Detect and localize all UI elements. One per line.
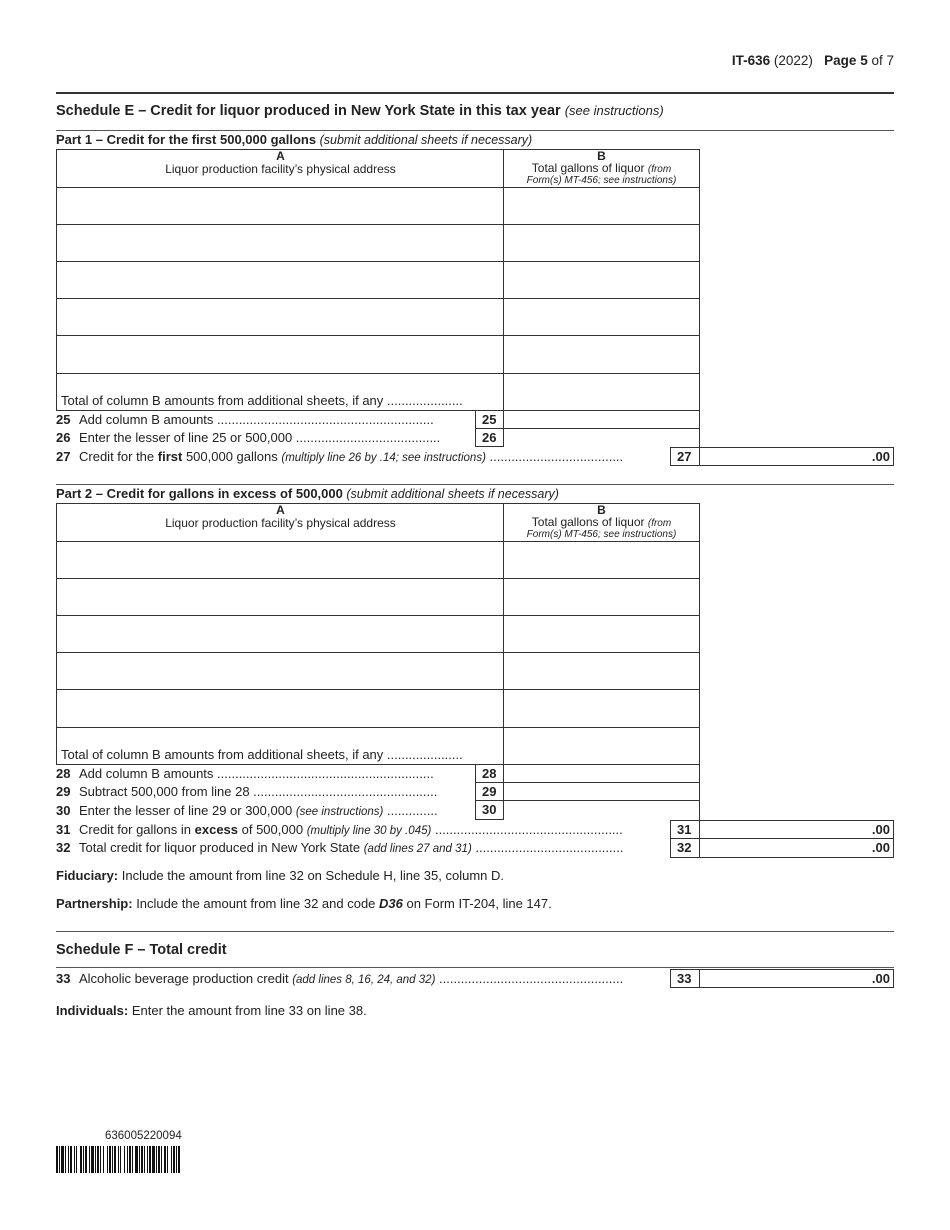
line-30: 30 Enter the lesser of line 29 or 300,000 (see instructions) ..............	[56, 803, 438, 818]
line-27-amount-field[interactable]: .00	[699, 447, 894, 466]
page-of: of 7	[871, 53, 894, 68]
line-31-amount-field[interactable]: .00	[699, 820, 894, 839]
partnership-note: Partnership: Include the amount from line 32 and code D36 on Form IT-204, line 147.	[56, 896, 552, 911]
gallons-field[interactable]	[504, 578, 699, 615]
line-32: 32 Total credit for liquor produced in New York State (add lines 27 and 31) .........................................	[56, 840, 624, 855]
part1-title: Part 1 – Credit for the first 500,000 gallons (submit additional sheets if necessary)	[56, 132, 533, 147]
gallons-field[interactable]	[504, 689, 699, 726]
gallons-field[interactable]	[504, 261, 699, 298]
line-29: 29 Subtract 500,000 from line 28 ...................................................	[56, 784, 438, 799]
line-27: 27 Credit for the first 500,000 gallons (multiply line 26 by .14; see instructions) .....................................	[56, 449, 624, 464]
line-28-amount-field[interactable]	[503, 764, 700, 783]
divider	[56, 130, 894, 131]
part2-address-table	[56, 503, 700, 765]
line-29-amount-field[interactable]	[503, 782, 700, 801]
divider	[56, 484, 894, 485]
col-a-header: A Liquor production facility’s physical address	[165, 149, 396, 176]
line-27-box-label: 27	[670, 447, 700, 466]
page-header	[732, 53, 894, 68]
line-31-box-label: 31	[670, 820, 700, 839]
line-26-box-label: 26	[475, 428, 504, 447]
individuals-note: Individuals: Enter the amount from line 33 on line 38.	[56, 1003, 367, 1018]
line-25: 25 Add column B amounts ............................................................	[56, 412, 434, 427]
address-field[interactable]	[57, 261, 504, 298]
address-field[interactable]	[57, 187, 504, 224]
additional-sheets-label: Total of column B amounts from additional sheets, if any .....................	[61, 393, 463, 408]
address-field[interactable]	[57, 541, 504, 578]
fiduciary-note: Fiduciary: Include the amount from line 32 on Schedule H, line 35, column D.	[56, 868, 505, 883]
gallons-field[interactable]	[504, 335, 699, 372]
divider	[56, 931, 894, 932]
line-28-box-label: 28	[475, 764, 504, 783]
gallons-field[interactable]	[504, 187, 699, 224]
gallons-field[interactable]	[504, 224, 699, 261]
line-28: 28 Add column B amounts ............................................................	[56, 766, 434, 781]
part2-title: Part 2 – Credit for gallons in excess of 500,000 (submit additional sheets if necessary)	[56, 486, 559, 501]
part1-address-table	[56, 149, 700, 411]
address-field[interactable]	[57, 224, 504, 261]
gallons-field[interactable]	[504, 615, 699, 652]
barcode-bar	[180, 1146, 181, 1173]
divider	[56, 92, 894, 94]
schedule-e-title: Schedule E – Credit for liquor produced in New York State in this tax year (see instructions)	[56, 103, 664, 119]
address-field[interactable]	[57, 689, 504, 726]
line-25-amount-field[interactable]	[503, 410, 700, 429]
gallons-field[interactable]	[504, 298, 699, 335]
line-32-box-label: 32	[670, 838, 700, 858]
line-26: 26 Enter the lesser of line 25 or 500,000 ........................................	[56, 430, 441, 445]
gallons-field[interactable]	[504, 652, 699, 689]
additional-sheets-total-field[interactable]	[504, 727, 699, 764]
line-32-amount-field[interactable]: .00	[699, 838, 894, 858]
col-b-header: B Total gallons of liquor (from Form(s) MT-456; see instructions)	[526, 149, 677, 186]
address-field[interactable]	[57, 335, 504, 372]
line-31: 31 Credit for gallons in excess of 500,000 (multiply line 30 by .045) ....................................................	[56, 822, 623, 837]
schedule-f-title: Schedule F – Total credit	[56, 942, 227, 958]
line-33-box-label: 33	[670, 969, 700, 988]
address-field[interactable]	[57, 298, 504, 335]
line-33-amount-field[interactable]: .00	[699, 969, 894, 988]
form-id: IT-636	[731, 53, 771, 68]
line-26-amount-field[interactable]	[503, 428, 700, 447]
address-field[interactable]	[57, 615, 504, 652]
line-29-box-label: 29	[475, 782, 504, 801]
additional-sheets-label: Total of column B amounts from additional sheets, if any .....................	[61, 747, 463, 762]
additional-sheets-total-field[interactable]	[504, 373, 699, 410]
barcode-image	[56, 1146, 181, 1173]
line-25-box-label: 25	[475, 410, 504, 429]
barcode-number: 636005220094	[105, 1130, 182, 1142]
line-30-amount-field[interactable]	[503, 800, 700, 820]
divider	[56, 967, 894, 968]
form-year: (2022)	[773, 53, 813, 68]
col-b-header: B Total gallons of liquor (from Form(s) MT-456; see instructions)	[526, 503, 677, 540]
address-field[interactable]	[57, 578, 504, 615]
line-33: 33 Alcoholic beverage production credit (add lines 8, 16, 24, and 32) ...................................................	[56, 971, 624, 986]
line-30-box-label: 30	[475, 800, 504, 820]
address-field[interactable]	[57, 652, 504, 689]
page-label: Page 5	[824, 53, 868, 68]
gallons-field[interactable]	[504, 541, 699, 578]
col-a-header: A Liquor production facility’s physical address	[165, 503, 396, 530]
